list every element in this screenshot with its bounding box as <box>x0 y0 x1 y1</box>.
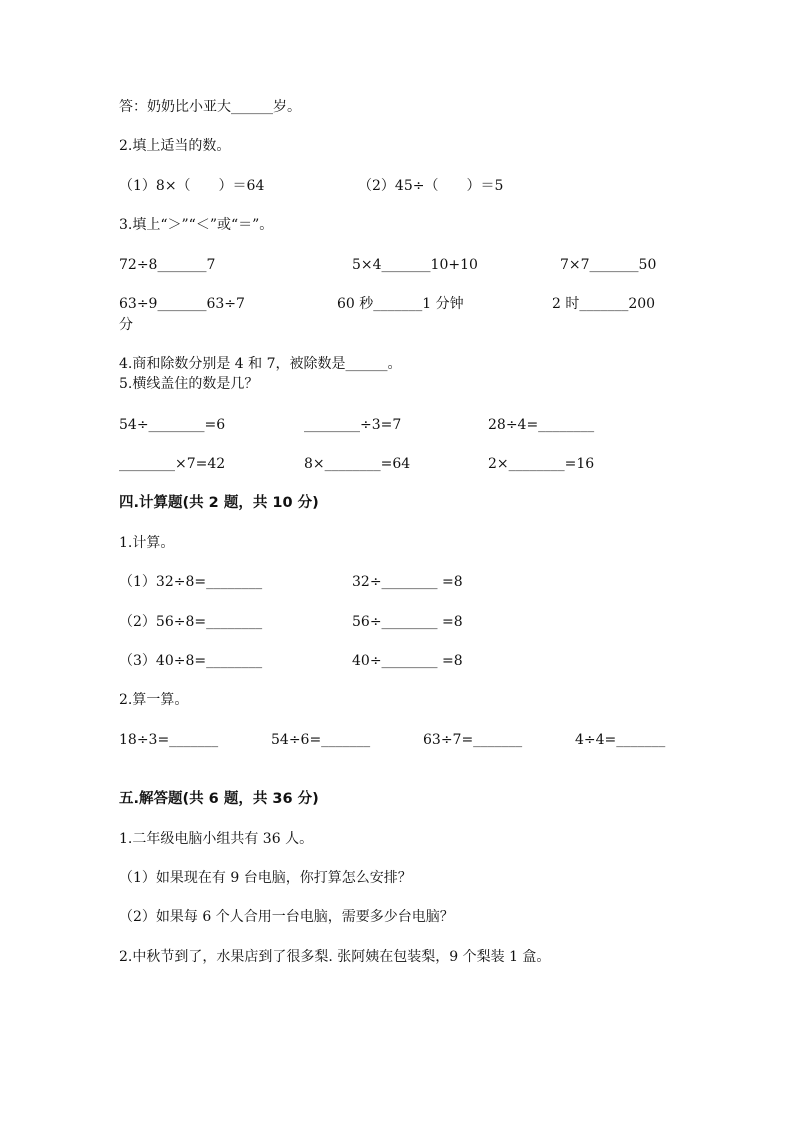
compare-item-wrap: 分 <box>119 317 133 333</box>
calc-item: （2）56÷8=________ <box>119 614 263 630</box>
problem-2-title: 2.中秋节到了，水果店到了很多梨. 张阿姨在包装梨，9 个梨装 1 盒。 <box>119 949 551 965</box>
question-3-title: 3.填上“＞”“＜”或“＝”。 <box>119 217 274 233</box>
calc-item: 40÷________ =8 <box>352 653 463 669</box>
question-4-title: 4.商和除数分别是 4 和 7，被除数是______。 <box>119 356 402 372</box>
compare-item: 72÷8_______7 <box>119 257 216 273</box>
problem-1-title: 1.二年级电脑小组共有 36 人。 <box>119 831 314 847</box>
compute-title: 2.算一算。 <box>119 692 189 708</box>
compare-item: 7×7_______50 <box>560 257 657 273</box>
compute-item: 18÷3=_______ <box>119 732 219 748</box>
calc-item: 32÷________ =8 <box>352 574 463 590</box>
calc-title: 1.计算。 <box>119 535 175 551</box>
answer-line: 答：奶奶比小亚大______岁。 <box>119 99 301 115</box>
question-5-title: 5.横线盖住的数是几？ <box>119 376 259 392</box>
calc-item: （1）32÷8=________ <box>119 574 263 590</box>
compare-item: 60 秒_______1 分钟 <box>337 296 464 312</box>
compute-item: 4÷4=_______ <box>575 732 666 748</box>
problem-1-sub-2: （2）如果每 6 个人合用一台电脑，需要多少台电脑？ <box>119 909 454 925</box>
compare-item: 63÷9_______63÷7 <box>119 296 245 312</box>
compare-item: 5×4_______10+10 <box>352 257 478 273</box>
calc-item: （3）40÷8=________ <box>119 653 263 669</box>
fill-item: ________÷3=7 <box>304 417 402 433</box>
section-5-heading: 五.解答题(共 6 题，共 36 分) <box>119 791 319 807</box>
question-2-title: 2.填上适当的数。 <box>119 138 231 154</box>
fill-item: ________×7=42 <box>119 456 226 472</box>
problem-1-sub-1: （1）如果现在有 9 台电脑，你打算怎么安排？ <box>119 870 412 886</box>
question-2-item-2: （2）45÷（ ）＝5 <box>358 178 504 194</box>
fill-item: 8×________=64 <box>304 456 411 472</box>
compute-item: 63÷7=_______ <box>423 732 523 748</box>
fill-item: 28÷4=________ <box>488 417 595 433</box>
fill-item: 2×________=16 <box>488 456 595 472</box>
fill-item: 54÷________=6 <box>119 417 226 433</box>
compute-item: 54÷6=_______ <box>271 732 371 748</box>
section-4-heading: 四.计算题(共 2 题，共 10 分) <box>119 495 319 511</box>
question-2-item-1: （1）8×（ ）＝64 <box>119 178 265 194</box>
calc-item: 56÷________ =8 <box>352 614 463 630</box>
compare-item: 2 时_______200 <box>552 296 656 312</box>
